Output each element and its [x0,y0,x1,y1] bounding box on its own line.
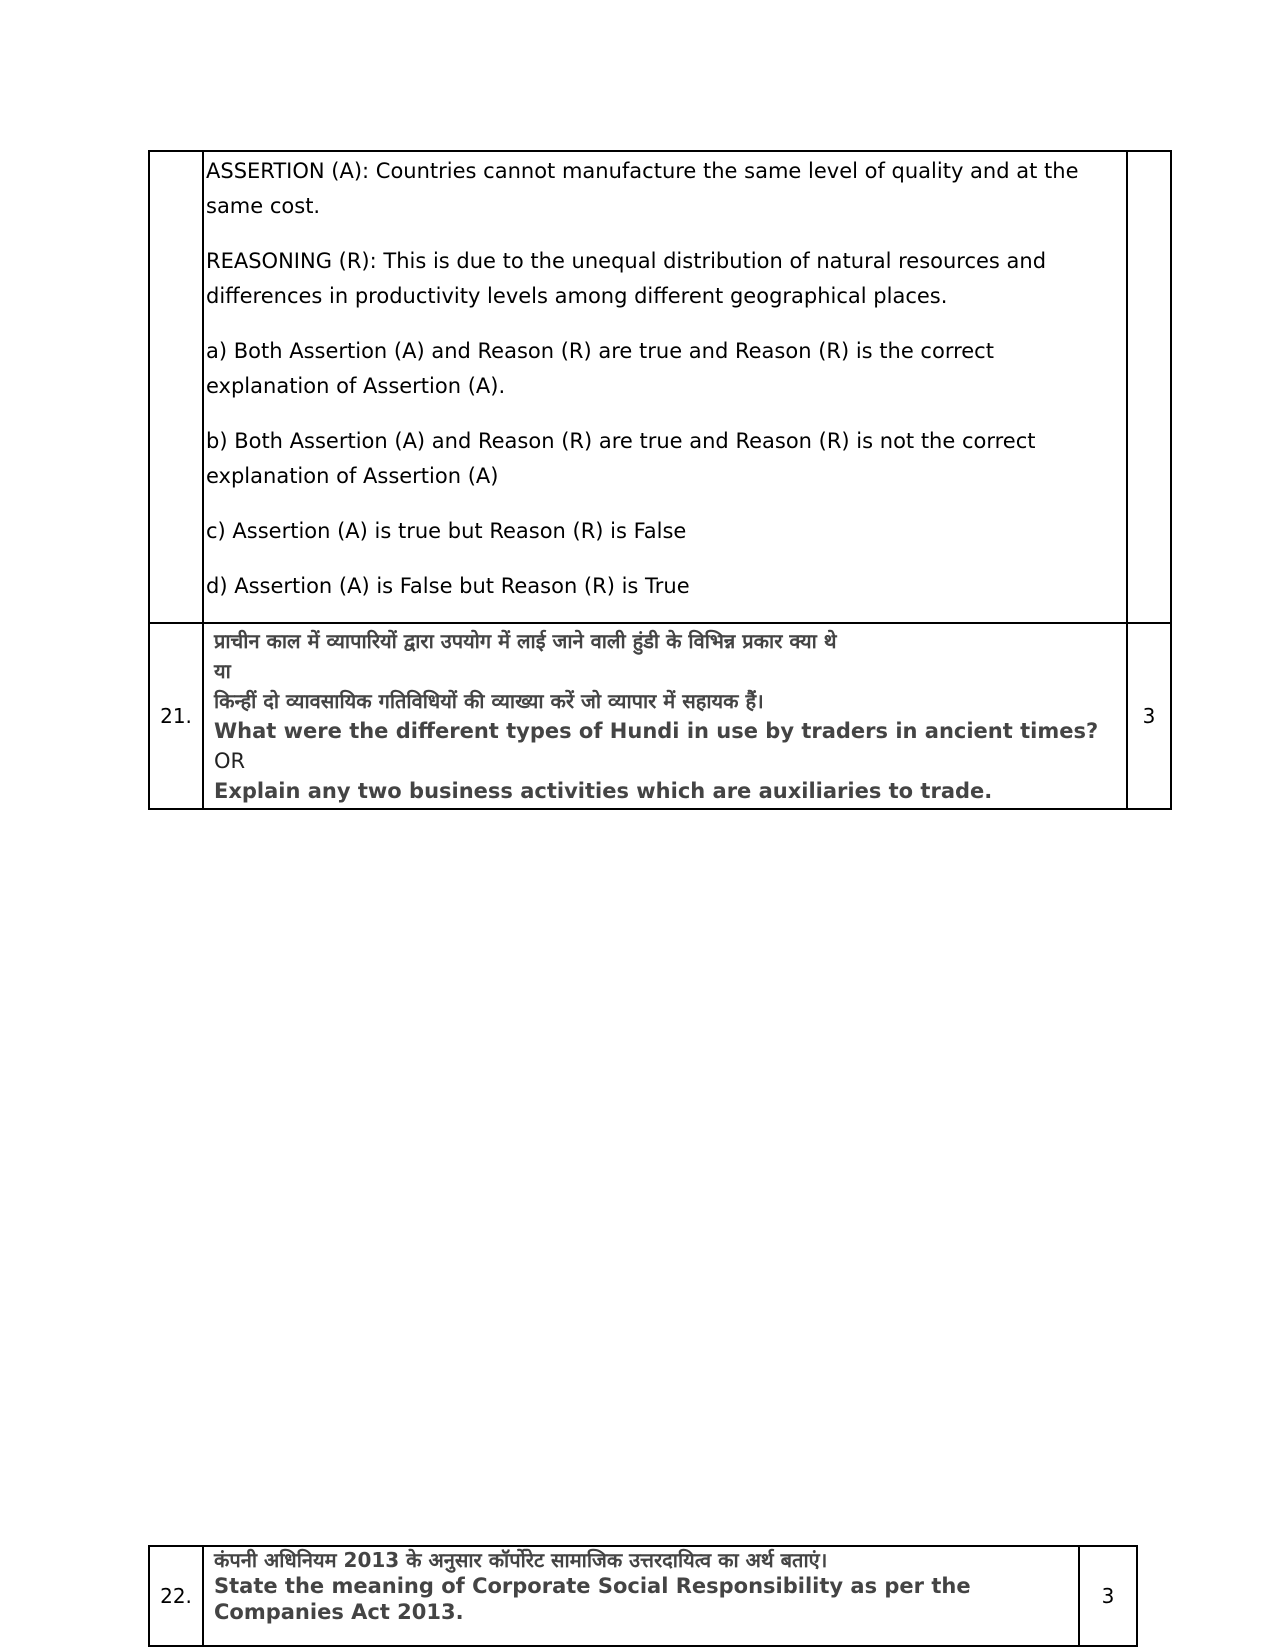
option-b: b) Both Assertion (A) and Reason (R) are true and Reason (R) is not the correct explanation of Assertion (A) [206,429,1036,488]
hindi-question: कंपनी अधिनियम 2013 के अनुसार कॉर्पोरेट सामाजिक उत्तरदायित्व का अर्थ बताएं। [214,1548,828,1572]
question-number-cell [149,151,203,623]
question-text-cell [203,623,1127,809]
english-or: OR [214,749,246,773]
assertion-reason-cell [203,151,1127,623]
question-number: 22. [149,1546,203,1646]
marks-cell [1127,151,1171,623]
hindi-or: या [214,659,231,683]
question-row-20 [149,151,1171,623]
question-table-1 [148,150,1172,810]
option-c: c) Assertion (A) is true but Reason (R) is False [206,519,687,543]
reasoning-text: REASONING (R): This is due to the unequal distribution of natural resources and differences in productivity levels among different geographical places. [206,249,1047,308]
hindi-question-2: किन्हीं दो व्यावसायिक गतिविधियों की व्याख्या करें जो व्यापार में सहायक हैं। [214,689,764,713]
option-a: a) Both Assertion (A) and Reason (R) are true and Reason (R) is the correct explanation of Assertion (A). [206,339,994,398]
question-number: 21. [149,623,203,809]
question-row-21 [149,623,1171,809]
marks-value: 3 [1079,1546,1137,1646]
hindi-question-1: प्राचीन काल में व्यापारियों द्वारा उपयोग में लाई जाने वाली हुंडी के विभिन्न प्रकार क्या थे [214,629,837,653]
option-d: d) Assertion (A) is False but Reason (R) is True [206,574,690,598]
english-question-1: What were the different types of Hundi in use by traders in ancient times? [214,719,1099,743]
question-row-22 [149,1546,1137,1646]
assertion-text: ASSERTION (A): Countries cannot manufacture the same level of quality and at the same cost. [206,159,1079,218]
question-text-cell [203,1546,1079,1646]
marks-value: 3 [1127,623,1171,809]
english-question: State the meaning of Corporate Social Responsibility as per the Companies Act 2013. [214,1574,971,1624]
english-question-2: Explain any two business activities which are auxiliaries to trade. [214,779,993,803]
question-table-2 [148,1545,1138,1647]
